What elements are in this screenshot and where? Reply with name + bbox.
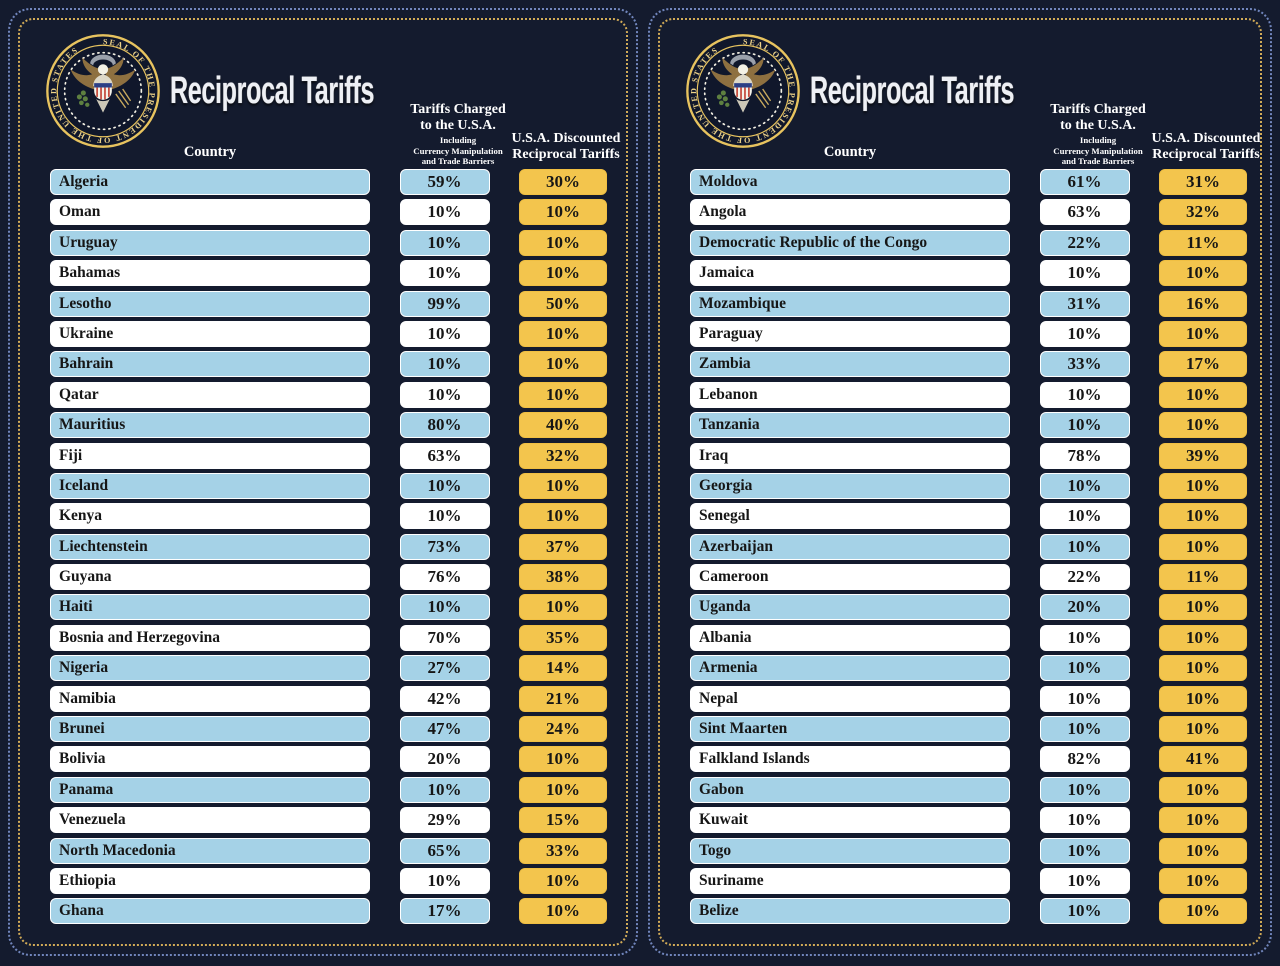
table-row <box>690 746 1247 772</box>
tariff-discounted-cell: 10% <box>1159 412 1247 438</box>
country-cell: North Macedonia <box>50 838 370 864</box>
table-row <box>50 777 607 803</box>
country-cell: Sint Maarten <box>690 716 1010 742</box>
country-cell: Kenya <box>50 503 370 529</box>
header-subline: Currency Manipulation <box>1053 145 1143 156</box>
country-cell: Lebanon <box>690 382 1010 408</box>
country-cell: Georgia <box>690 473 1010 499</box>
tariff-discounted-cell: 10% <box>1159 807 1247 833</box>
tariff-charged-cell: 10% <box>1040 777 1130 803</box>
header-line: Reciprocal Tariffs <box>1152 147 1260 163</box>
table-row <box>50 503 607 529</box>
table-row <box>690 625 1247 651</box>
tariff-discounted-cell: 10% <box>519 777 607 803</box>
tariff-charged-cell: 80% <box>400 412 490 438</box>
table-row <box>690 291 1247 317</box>
tariff-discounted-cell: 10% <box>519 503 607 529</box>
country-cell: Uruguay <box>50 230 370 256</box>
tariff-charged-cell: 10% <box>1040 898 1130 924</box>
tariff-charged-cell: 10% <box>1040 412 1130 438</box>
table-row <box>50 169 607 195</box>
panel-title: Reciprocal Tariffs <box>170 70 375 112</box>
tariff-panel-1 <box>8 8 638 956</box>
table-row <box>50 594 607 620</box>
country-cell: Nigeria <box>50 655 370 681</box>
tariff-charged-cell: 10% <box>400 199 490 225</box>
tariff-discounted-cell: 10% <box>519 351 607 377</box>
table-row <box>690 443 1247 469</box>
tariff-discounted-cell: 37% <box>519 534 607 560</box>
country-cell: Kuwait <box>690 807 1010 833</box>
header-subline: Currency Manipulation <box>413 145 503 156</box>
table-row <box>50 321 607 347</box>
tariff-discounted-cell: 32% <box>1159 199 1247 225</box>
table-row <box>50 412 607 438</box>
tariff-charged-cell: 33% <box>1040 351 1130 377</box>
table-row <box>50 534 607 560</box>
tariff-charged-cell: 59% <box>400 169 490 195</box>
tariff-discounted-cell: 10% <box>1159 625 1247 651</box>
tariff-discounted-cell: 10% <box>1159 503 1247 529</box>
presidential-seal-icon <box>44 32 162 150</box>
tariff-discounted-cell: 24% <box>519 716 607 742</box>
tariff-discounted-cell: 15% <box>519 807 607 833</box>
tariff-charged-cell: 10% <box>1040 260 1130 286</box>
tariff-discounted-cell: 10% <box>519 746 607 772</box>
tariff-charged-cell: 10% <box>400 473 490 499</box>
tariff-charged-cell: 10% <box>1040 625 1130 651</box>
country-cell: Iraq <box>690 443 1010 469</box>
country-cell: Venezuela <box>50 807 370 833</box>
tariff-discounted-cell: 21% <box>519 686 607 712</box>
tariff-discounted-cell: 30% <box>519 169 607 195</box>
tariff-charged-cell: 29% <box>400 807 490 833</box>
header-line: Reciprocal Tariffs <box>512 147 620 163</box>
tariff-charged-cell: 63% <box>1040 199 1130 225</box>
tariff-charged-cell: 20% <box>1040 594 1130 620</box>
country-cell: Albania <box>690 625 1010 651</box>
country-cell: Brunei <box>50 716 370 742</box>
tariff-discounted-cell: 10% <box>519 594 607 620</box>
tariff-discounted-cell: 10% <box>519 473 607 499</box>
tariff-charged-cell: 10% <box>1040 655 1130 681</box>
tariff-discounted-cell: 10% <box>519 230 607 256</box>
table-row <box>50 351 607 377</box>
country-cell: Fiji <box>50 443 370 469</box>
table-row <box>50 625 607 651</box>
country-cell: Paraguay <box>690 321 1010 347</box>
table-row <box>50 686 607 712</box>
country-cell: Democratic Republic of the Congo <box>690 230 1010 256</box>
table-row <box>690 716 1247 742</box>
tariff-charged-cell: 61% <box>1040 169 1130 195</box>
tariff-discounted-cell: 32% <box>519 443 607 469</box>
table-row <box>690 564 1247 590</box>
tariff-charged-cell: 73% <box>400 534 490 560</box>
table-row <box>50 443 607 469</box>
table-row <box>690 169 1247 195</box>
tariff-discounted-cell: 33% <box>519 838 607 864</box>
tariff-charged-cell: 10% <box>1040 716 1130 742</box>
panel-title: Reciprocal Tariffs <box>810 70 1015 112</box>
table-row <box>50 473 607 499</box>
tariff-table <box>690 169 1247 929</box>
country-cell: Panama <box>50 777 370 803</box>
tariff-discounted-cell: 38% <box>519 564 607 590</box>
country-cell: Azerbaijan <box>690 534 1010 560</box>
country-cell: Bosnia and Herzegovina <box>50 625 370 651</box>
header-subline: Including <box>1079 135 1117 146</box>
table-row <box>690 260 1247 286</box>
column-header-country: Country <box>823 144 877 160</box>
tariff-charged-cell: 99% <box>400 291 490 317</box>
tariff-charged-cell: 10% <box>1040 534 1130 560</box>
tariff-charged-cell: 10% <box>1040 473 1130 499</box>
tariff-discounted-cell: 16% <box>1159 291 1247 317</box>
table-row <box>690 503 1247 529</box>
tariff-discounted-cell: 11% <box>1159 564 1247 590</box>
country-cell: Jamaica <box>690 260 1010 286</box>
tariff-charged-cell: 10% <box>400 594 490 620</box>
table-row <box>690 534 1247 560</box>
tariff-charged-cell: 10% <box>400 351 490 377</box>
header-line: to the U.S.A. <box>1060 117 1136 133</box>
tariff-charged-cell: 10% <box>1040 382 1130 408</box>
header-line: U.S.A. Discounted <box>511 131 621 146</box>
table-row <box>690 868 1247 894</box>
country-cell: Bolivia <box>50 746 370 772</box>
country-cell: Namibia <box>50 686 370 712</box>
tariff-charged-cell: 10% <box>1040 868 1130 894</box>
country-cell: Bahamas <box>50 260 370 286</box>
country-cell: Mauritius <box>50 412 370 438</box>
country-cell: Qatar <box>50 382 370 408</box>
tariff-discounted-cell: 14% <box>519 655 607 681</box>
tariff-charged-cell: 10% <box>1040 686 1130 712</box>
country-cell: Iceland <box>50 473 370 499</box>
table-row <box>50 838 607 864</box>
tariff-discounted-cell: 17% <box>1159 351 1247 377</box>
tariff-charged-cell: 76% <box>400 564 490 590</box>
country-cell: Moldova <box>690 169 1010 195</box>
table-row <box>690 230 1247 256</box>
tariff-panel-2 <box>648 8 1272 956</box>
country-cell: Armenia <box>690 655 1010 681</box>
tariff-discounted-cell: 10% <box>1159 686 1247 712</box>
country-cell: Bahrain <box>50 351 370 377</box>
tariff-charged-cell: 20% <box>400 746 490 772</box>
tariff-charged-cell: 31% <box>1040 291 1130 317</box>
tariff-charged-cell: 82% <box>1040 746 1130 772</box>
table-row <box>690 321 1247 347</box>
tariff-charged-cell: 27% <box>400 655 490 681</box>
table-row <box>690 686 1247 712</box>
tariff-charged-cell: 10% <box>400 868 490 894</box>
table-row <box>690 898 1247 924</box>
country-cell: Lesotho <box>50 291 370 317</box>
tariff-discounted-cell: 10% <box>1159 777 1247 803</box>
tariff-discounted-cell: 10% <box>1159 898 1247 924</box>
tariff-discounted-cell: 31% <box>1159 169 1247 195</box>
tariff-discounted-cell: 10% <box>1159 655 1247 681</box>
tariff-charged-cell: 10% <box>1040 838 1130 864</box>
tariff-charged-cell: 22% <box>1040 230 1130 256</box>
header-subline: and Trade Barriers <box>1061 156 1135 167</box>
table-row <box>690 807 1247 833</box>
tariff-discounted-cell: 10% <box>519 260 607 286</box>
tariff-discounted-cell: 10% <box>519 321 607 347</box>
country-cell: Mozambique <box>690 291 1010 317</box>
tariff-discounted-cell: 10% <box>519 382 607 408</box>
tariff-discounted-cell: 10% <box>1159 716 1247 742</box>
tariff-discounted-cell: 10% <box>1159 594 1247 620</box>
table-row <box>690 351 1247 377</box>
country-cell: Tanzania <box>690 412 1010 438</box>
tariff-charged-cell: 70% <box>400 625 490 651</box>
header-line: U.S.A. Discounted <box>1151 131 1261 146</box>
country-cell: Cameroon <box>690 564 1010 590</box>
tariff-charged-cell: 78% <box>1040 443 1130 469</box>
table-row <box>690 777 1247 803</box>
header-line: Tariffs Charged <box>1050 102 1146 117</box>
tariff-charged-cell: 63% <box>400 443 490 469</box>
header-subline: Including <box>439 135 477 146</box>
tariff-charged-cell: 10% <box>400 382 490 408</box>
tariff-charged-cell: 10% <box>400 260 490 286</box>
country-cell: Algeria <box>50 169 370 195</box>
table-row <box>690 655 1247 681</box>
country-cell: Angola <box>690 199 1010 225</box>
country-cell: Guyana <box>50 564 370 590</box>
table-row <box>50 230 607 256</box>
tariff-discounted-cell: 40% <box>519 412 607 438</box>
tariff-discounted-cell: 10% <box>519 199 607 225</box>
tariff-charged-cell: 10% <box>400 321 490 347</box>
tariff-discounted-cell: 10% <box>1159 382 1247 408</box>
tariff-charged-cell: 10% <box>400 777 490 803</box>
table-row <box>50 868 607 894</box>
tariff-charged-cell: 47% <box>400 716 490 742</box>
country-cell: Togo <box>690 838 1010 864</box>
tariff-discounted-cell: 50% <box>519 291 607 317</box>
table-row <box>50 807 607 833</box>
tariff-charged-cell: 65% <box>400 838 490 864</box>
country-cell: Ghana <box>50 898 370 924</box>
tariff-discounted-cell: 35% <box>519 625 607 651</box>
table-row <box>690 838 1247 864</box>
table-row <box>690 412 1247 438</box>
country-cell: Haiti <box>50 594 370 620</box>
tariff-discounted-cell: 10% <box>1159 321 1247 347</box>
table-row <box>690 199 1247 225</box>
tariff-charged-cell: 10% <box>400 230 490 256</box>
country-cell: Ethiopia <box>50 868 370 894</box>
column-header-discounted <box>1120 131 1280 163</box>
country-cell: Suriname <box>690 868 1010 894</box>
tariff-discounted-cell: 10% <box>1159 534 1247 560</box>
column-header-discounted <box>480 131 652 163</box>
table-row <box>50 564 607 590</box>
table-row <box>50 199 607 225</box>
header-line: to the U.S.A. <box>420 117 496 133</box>
table-row <box>50 260 607 286</box>
tariff-discounted-cell: 10% <box>1159 260 1247 286</box>
tariff-charged-cell: 10% <box>1040 321 1130 347</box>
tariff-charged-cell: 10% <box>400 503 490 529</box>
presidential-seal-icon <box>684 32 802 150</box>
table-row <box>50 746 607 772</box>
tariff-charged-cell: 10% <box>1040 807 1130 833</box>
country-cell: Liechtenstein <box>50 534 370 560</box>
country-cell: Senegal <box>690 503 1010 529</box>
table-row <box>690 473 1247 499</box>
header-subline: and Trade Barriers <box>421 156 495 167</box>
country-cell: Uganda <box>690 594 1010 620</box>
country-cell: Falkland Islands <box>690 746 1010 772</box>
tariff-discounted-cell: 11% <box>1159 230 1247 256</box>
country-cell: Belize <box>690 898 1010 924</box>
table-row <box>50 655 607 681</box>
tariff-charged-cell: 10% <box>1040 503 1130 529</box>
header-line: Tariffs Charged <box>410 102 506 117</box>
country-cell: Oman <box>50 199 370 225</box>
table-row <box>50 291 607 317</box>
table-row <box>50 898 607 924</box>
tariff-charged-cell: 17% <box>400 898 490 924</box>
tariff-discounted-cell: 10% <box>1159 473 1247 499</box>
country-cell: Nepal <box>690 686 1010 712</box>
tariff-discounted-cell: 39% <box>1159 443 1247 469</box>
tariff-discounted-cell: 10% <box>519 868 607 894</box>
country-cell: Gabon <box>690 777 1010 803</box>
tariff-table <box>50 169 607 929</box>
table-row <box>50 382 607 408</box>
country-cell: Ukraine <box>50 321 370 347</box>
table-row <box>690 594 1247 620</box>
table-row <box>50 716 607 742</box>
table-row <box>690 382 1247 408</box>
tariff-discounted-cell: 10% <box>1159 868 1247 894</box>
tariff-charged-cell: 42% <box>400 686 490 712</box>
tariff-charged-cell: 22% <box>1040 564 1130 590</box>
tariff-discounted-cell: 10% <box>519 898 607 924</box>
tariff-discounted-cell: 41% <box>1159 746 1247 772</box>
column-header-country: Country <box>183 144 237 160</box>
tariff-discounted-cell: 10% <box>1159 838 1247 864</box>
country-cell: Zambia <box>690 351 1010 377</box>
